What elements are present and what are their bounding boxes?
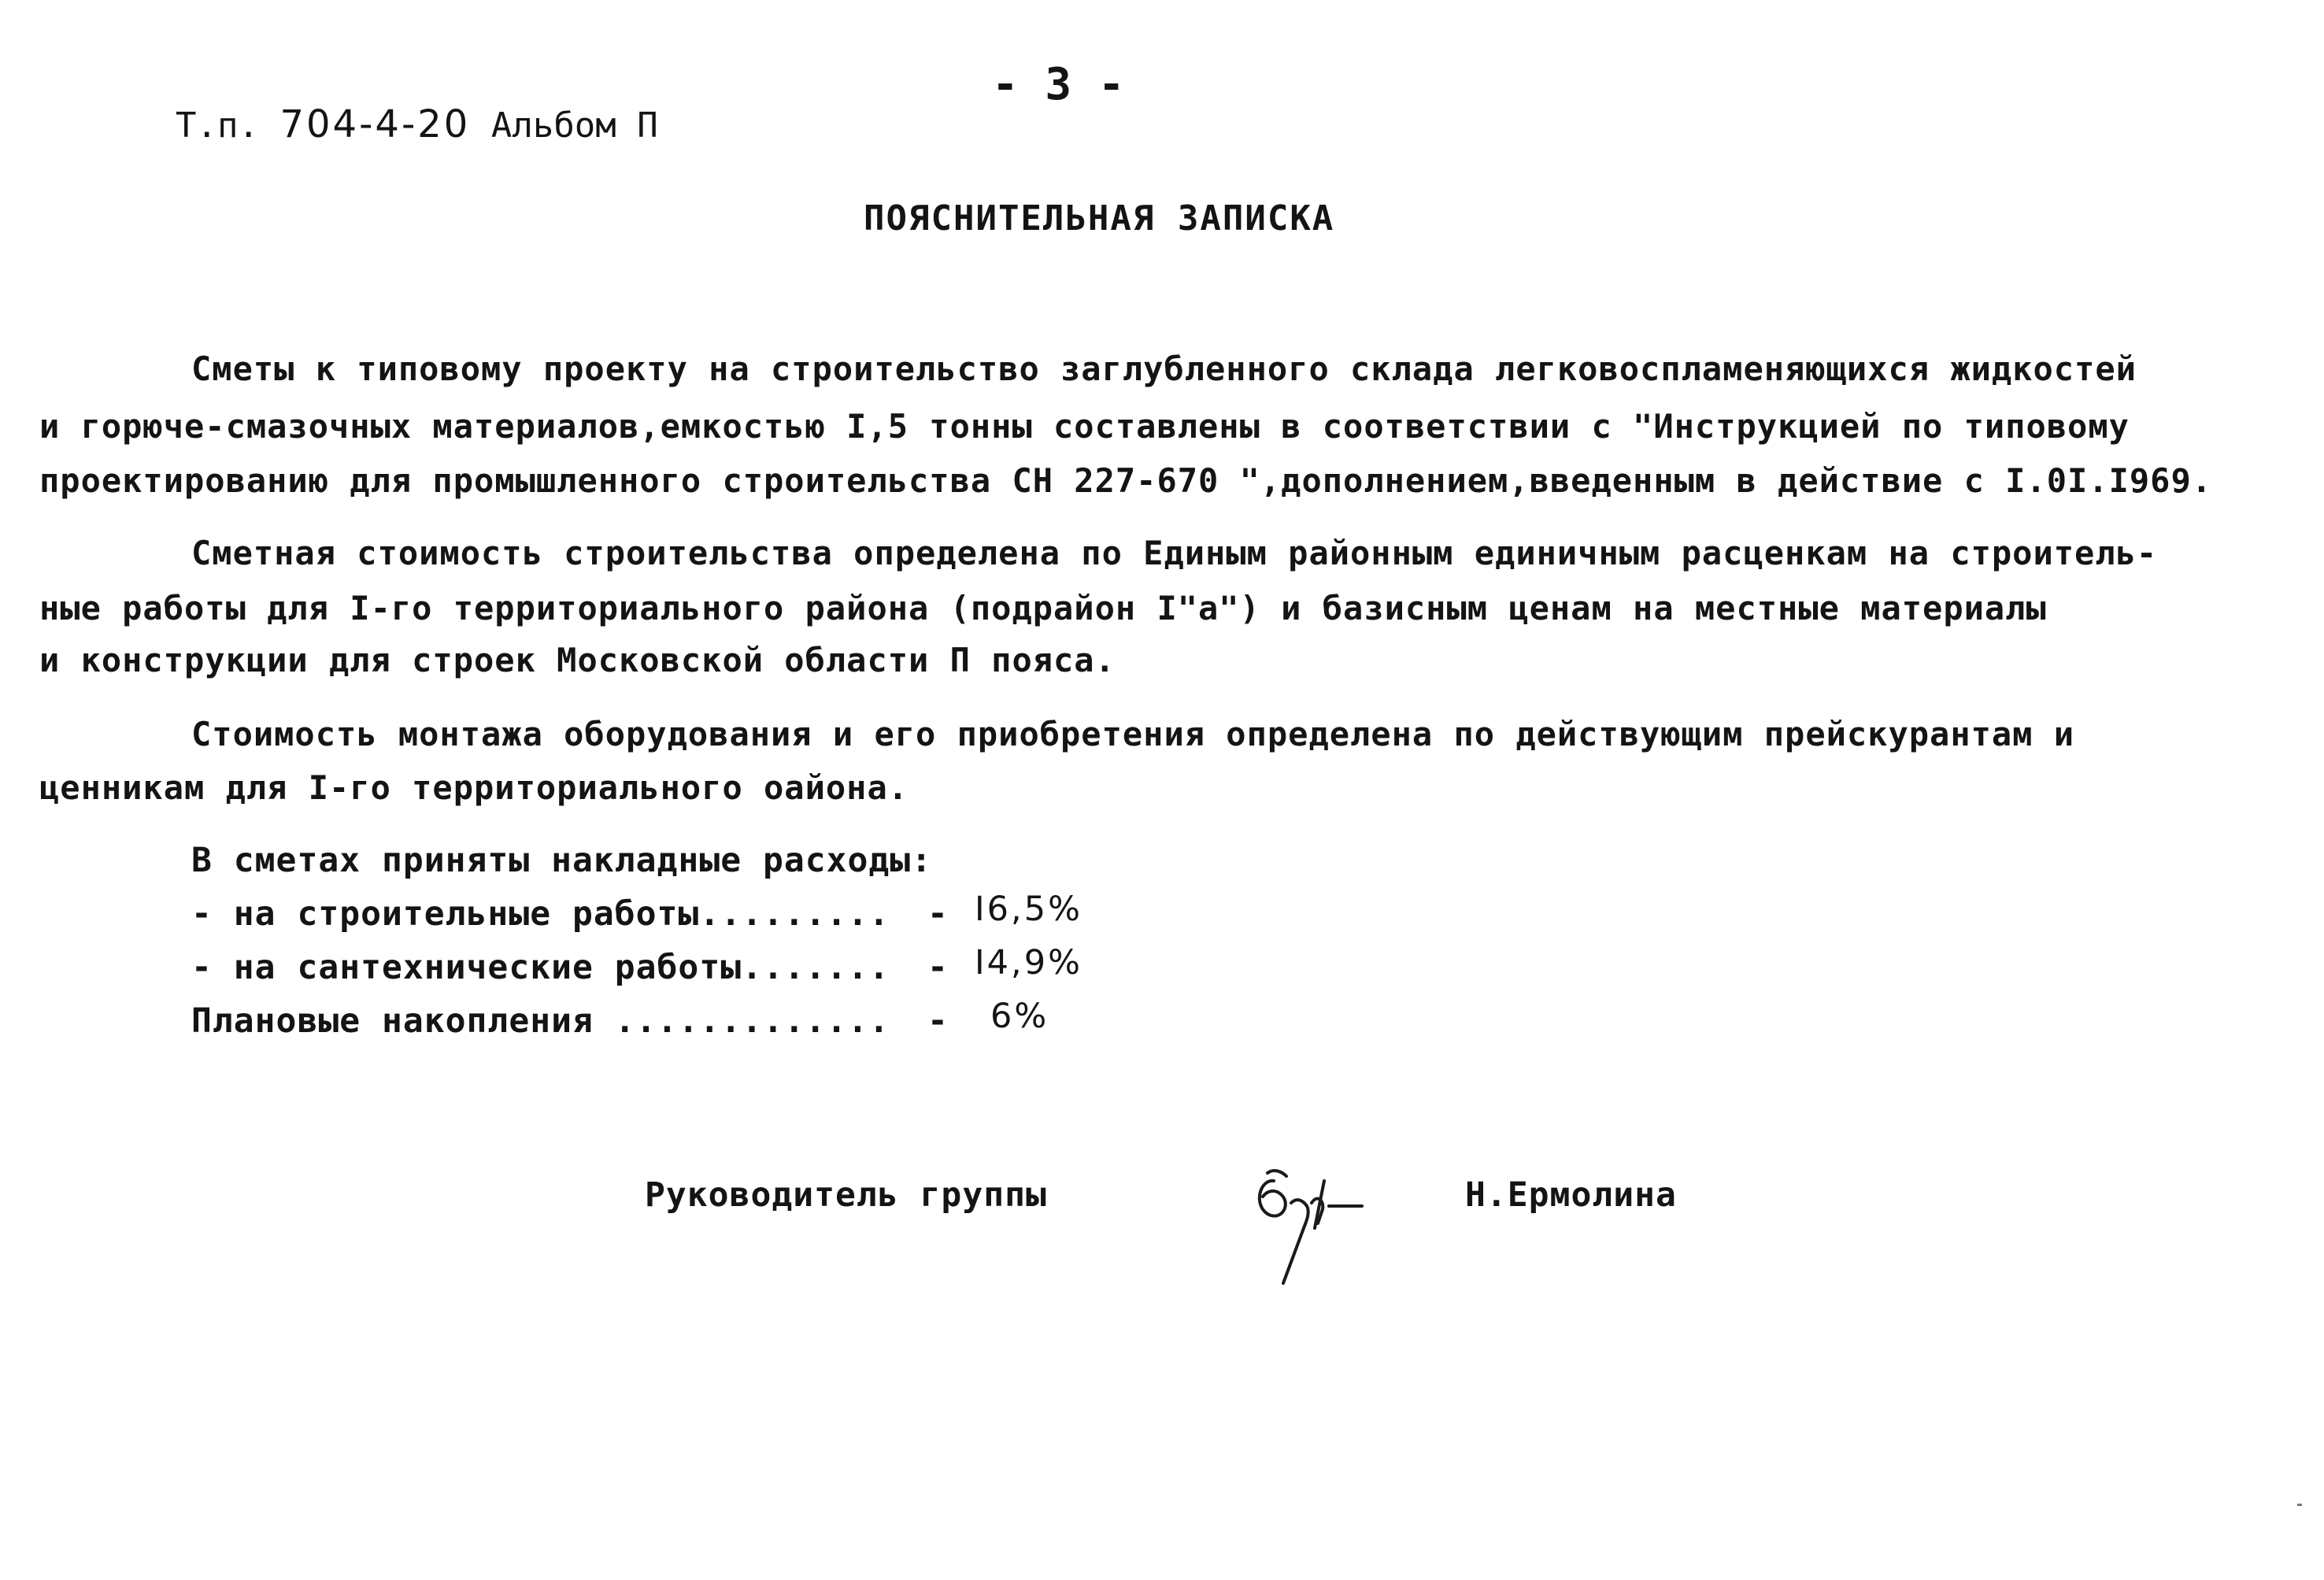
overhead-row-label: - на сантехнические работы....... [191,948,890,987]
overhead-intro: В сметах приняты накладные расходы: [191,841,933,880]
paragraph-1-line-2: и горюче-смазочных материалов,емкостью I,5 тонны составлены в соответствии с "Инструкцией по типовому [39,407,2130,446]
paragraph-3-line-1: Стоимость монтажа оборудования и его приобретения определена по действующим прейскурантам и [191,715,2075,753]
handwritten-signature [1236,1157,1393,1291]
paragraph-3-line-2: ценникам для I-го территориального оайона. [39,768,909,807]
overhead-row-label: - на строительные работы......... [191,894,890,934]
header-album: Альбом П [490,105,658,146]
header-label [176,102,658,146]
overhead-row-dash: - [927,1001,949,1041]
header-project-code: 704-4-20 [279,102,471,146]
signatory-name: Н.Ермолина [1465,1175,1677,1215]
paragraph-2-line-2: ные работы для I-го территориального района (подрайон I"а") и базисным ценам на местные материалы [39,589,2047,627]
paragraph-1-line-1: Сметы к типовому проекту на строительство заглубленного склада легковоспламеняющихся жидкостей [191,350,2137,388]
page-number: - 3 - [992,59,1125,110]
paragraph-2-line-3: и конструкции для строек Московской области П пояса. [39,641,1116,679]
signatory-role: Руководитель группы [645,1175,1047,1215]
overhead-row-label: Плановые накопления ............. [191,1001,890,1041]
overhead-row-value: I4,9% [975,943,1082,982]
overhead-row-dash: - [927,894,949,934]
overhead-row-value: 6% [990,997,1049,1036]
scan-speck [2297,1504,2302,1506]
overhead-row-dash: - [927,948,949,987]
paragraph-2-line-1: Сметная стоимость строительства определена по Единым районным единичным расценкам на строитель- [191,534,2158,572]
paragraph-1-line-3: проектированию для промышленного строительства СН 227-670 ",дополнением,введенным в действие с I.0I.I969. [39,461,2213,500]
header-prefix: Т.п. [176,105,259,146]
overhead-row-value: I6,5% [975,890,1082,929]
page-title: ПОЯСНИТЕЛЬНАЯ ЗАПИСКА [864,198,1335,239]
